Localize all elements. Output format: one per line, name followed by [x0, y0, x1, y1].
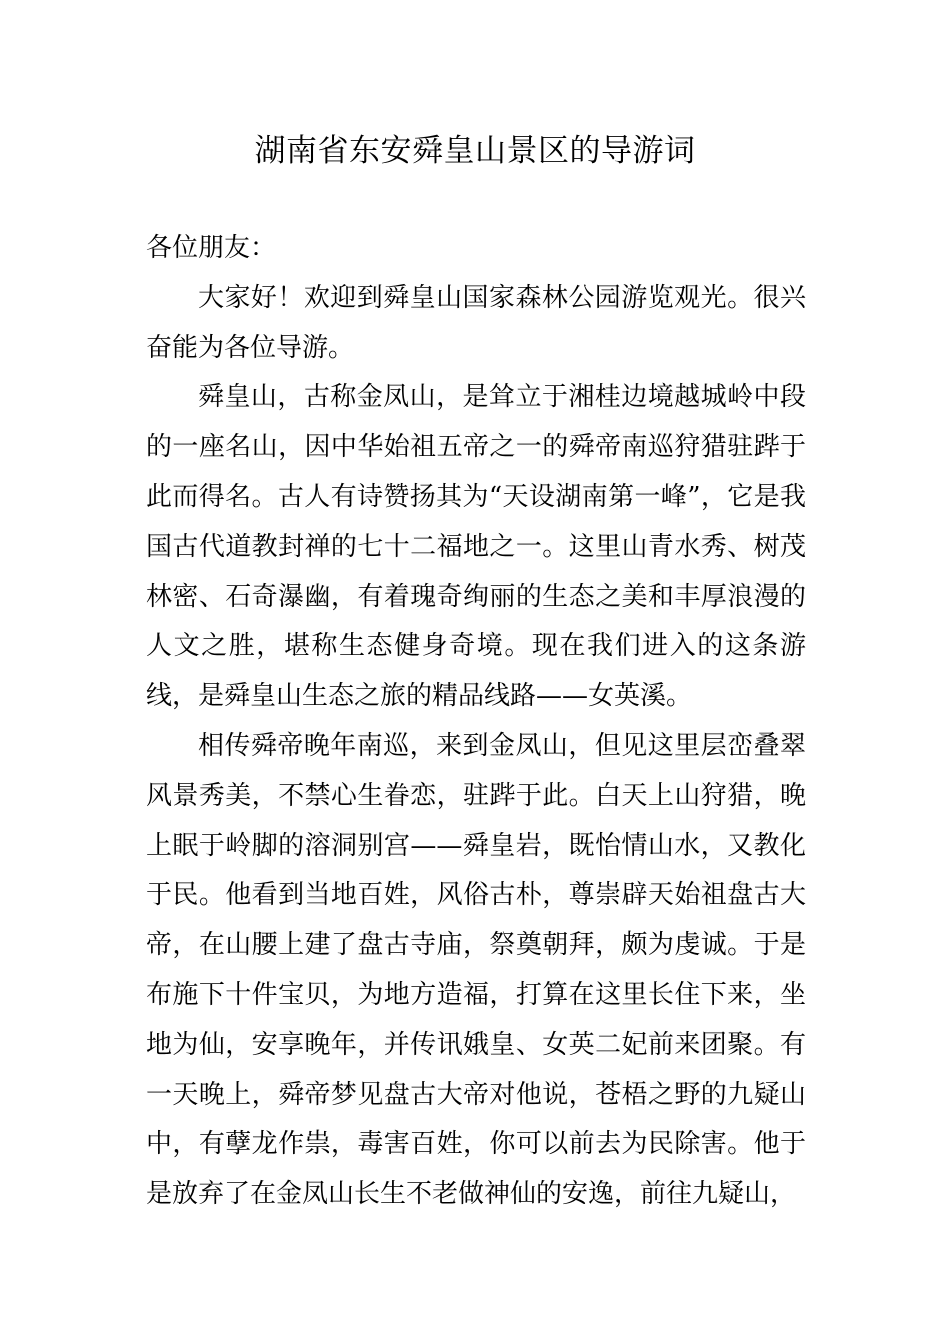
document-body: [146, 224, 806, 1220]
paragraph-greeting: 大家好！欢迎到舜皇山国家森林公园游览观光。很兴奋能为各位导游。: [146, 282, 806, 363]
paragraph-introduction: 舜皇山，古称金凤山，是耸立于湘桂边境越城岭中段的一座名山，因中华始祖五帝之一的舜帝南巡狩猎驻跸于此而得名。古人有诗赞扬其为“天设湖南第一峰”，它是我国古代道教封禅的七十二福地之一。这里山青水秀、树茂林密、石奇瀑幽，有着瑰奇绚丽的生态之美和丰厚浪漫的人文之胜，堪称生态健身奇境。现在我们进入的这条游线，是舜皇山生态之旅的精品线路——女英溪。: [146, 382, 806, 712]
paragraph-legend: 相传舜帝晚年南巡，来到金凤山，但见这里层峦叠翠风景秀美，不禁心生眷恋，驻跸于此。白天上山狩猎，晚上眠于岭脚的溶洞别宫——舜皇岩，既怡情山水，又教化于民。他看到当地百姓，风俗古朴，尊崇辟天始祖盘古大帝，在山腰上建了盘古寺庙，祭奠朝拜，颇为虔诚。于是布施下十件宝贝，为地方造福，打算在这里长住下来，坐地为仙，安享晚年，并传讯娥皇、女英二妃前来团聚。有一天晚上，舜帝梦见盘古大帝对他说，苍梧之野的九疑山中，有孽龙作祟，毒害百姓，你可以前去为民除害。他于是放弃了在金凤山长生不老做神仙的安逸，前往九疑山，: [146, 730, 806, 1210]
document-title: 湖南省东安舜皇山景区的导游词: [254, 133, 696, 169]
salutation: 各位朋友：: [146, 233, 277, 263]
